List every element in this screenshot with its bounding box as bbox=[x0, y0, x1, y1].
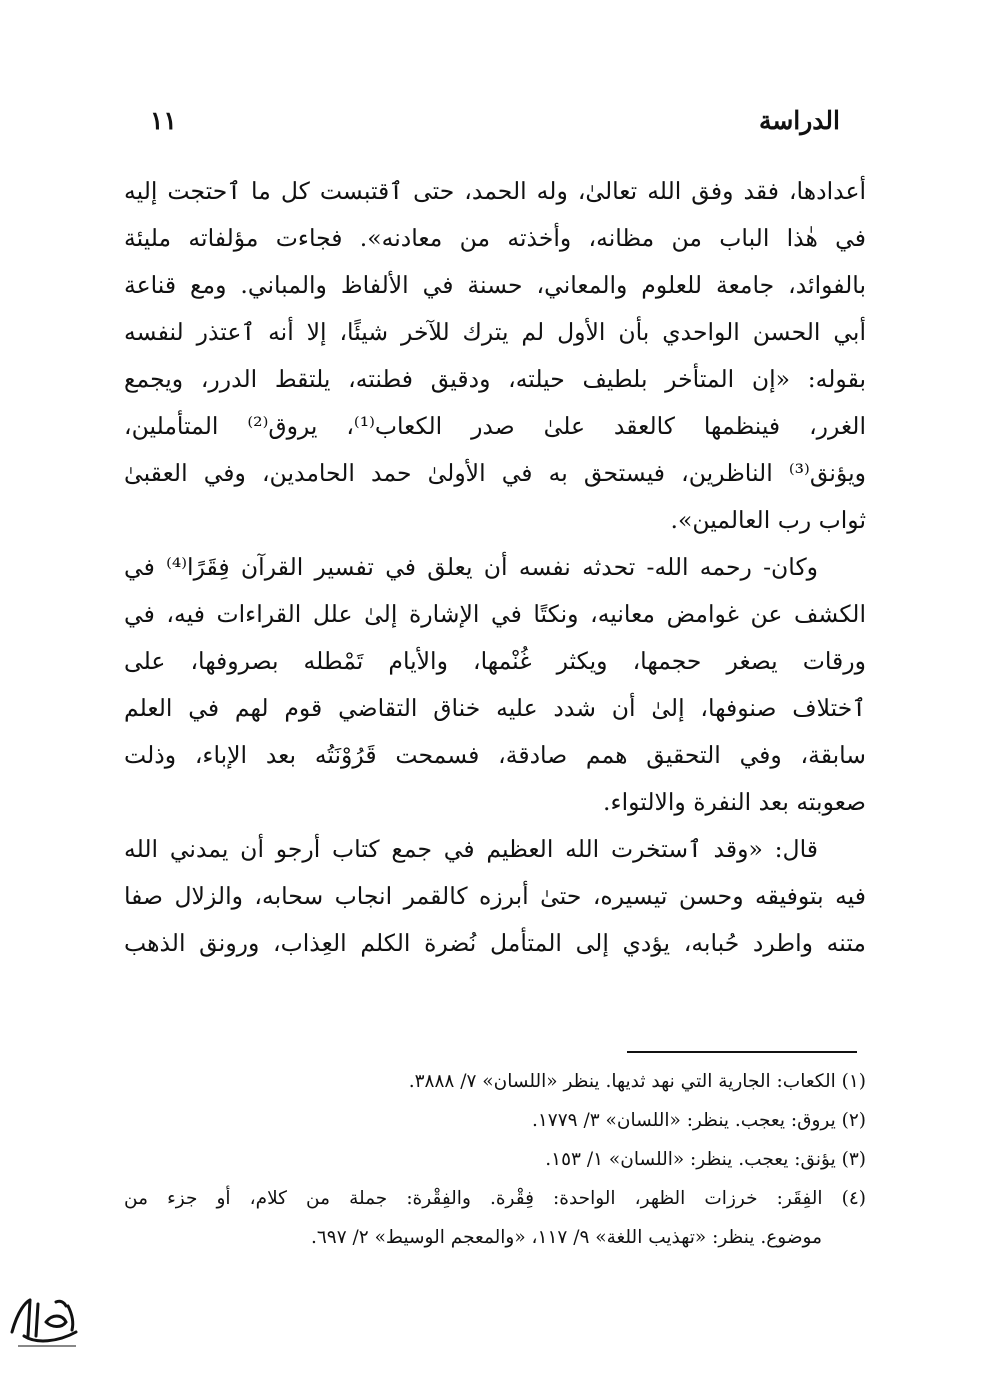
footnotes bbox=[124, 1062, 866, 1257]
footnote-4-continued: موضوع. ينظر: «تهذيب اللغة» ٩/ ١١٧، «والمعجم الوسيط» ٢/ ٦٩٧. bbox=[310, 1227, 822, 1248]
body-text bbox=[124, 168, 866, 967]
text-line: صعوبته بعد النفرة والالتواء. bbox=[603, 788, 866, 816]
page-number: ١١ bbox=[150, 105, 177, 135]
text-line: الكشف عن غوامض معانيه، ونكتًا في الإشارة إلىٰ علل القراءات فيه، في bbox=[124, 600, 866, 628]
text-line: متنه واطرد حُبابه، يؤدي إلى المتأمل نُضرة الكلم العِذاب، ورونق الذهب bbox=[124, 929, 866, 957]
text-line: الغرر، فينظمها كالعقد علىٰ صدر الكعاب⁽¹⁾، يروق⁽²⁾ المتأملين، bbox=[124, 412, 866, 440]
text-line: ٱختلاف صنوفها، إلىٰ أن شدد عليه خناق التقاضي قوم لهم في العلم bbox=[124, 694, 866, 722]
footnote-2: (٢) يروق: يعجب. ينظر: «اللسان» ٣/ ١٧٧٩. bbox=[531, 1110, 866, 1131]
footnote-3: (٣) يؤنق: يعجب. ينظر: «اللسان» ١/ ١٥٣. bbox=[545, 1149, 866, 1170]
text-line: فيه بتوفيقه وحسن تيسيره، حتىٰ أبرزه كالقمر انجاب سحابه، والزلال صفا bbox=[124, 882, 866, 910]
footnote-4: (٤) الفِقَر: خرزات الظهر، الواحدة: فِقْرة. والفِقْرة: جملة من كلام، أو جزء من bbox=[124, 1188, 866, 1209]
footnote-separator bbox=[627, 1051, 857, 1053]
text-line: وكان- رحمه الله- تحدثه نفسه أن يعلق في تفسير القرآن فِقَرًا⁽⁴⁾ في bbox=[124, 553, 819, 581]
running-title: الدراسة bbox=[758, 105, 840, 135]
text-line: بالفوائد، جامعة للعلوم والمعاني، حسنة في الألفاظ والمباني. ومع قناعة bbox=[124, 271, 866, 299]
page-header bbox=[150, 98, 840, 142]
publisher-calligraphy-logo-icon bbox=[6, 1292, 84, 1354]
footnote-1: (١) الكعاب: الجارية التي نهد ثديها. ينظر «اللسان» ٧/ ٣٨٨٨. bbox=[408, 1071, 866, 1092]
text-line: في هٰذا الباب من مظانه، وأخذته من معادنه». فجاءت مؤلفاته مليئة bbox=[124, 224, 866, 252]
text-line: سابقة، وفي التحقيق همم صادقة، فسمحت قَرُوْنَتُه بعد الإباء، وذلت bbox=[124, 741, 866, 769]
text-line: ويؤنق⁽³⁾ الناظرين، فيستحق به في الأولىٰ حمد الحامدين، وفي العقبىٰ bbox=[124, 459, 866, 487]
text-line: ورقات يصغر حجمها، ويكثر غُنْمها، والأيام تَمْطله بصروفها، على bbox=[124, 647, 866, 675]
text-line: أعدادها، فقد وفق الله تعالىٰ، وله الحمد، حتى ٱقتبست كل ما ٱحتجت إليه bbox=[124, 177, 866, 205]
text-line: قال: «وقد ٱستخرت الله العظيم في جمع كتاب أرجو أن يمدني الله bbox=[124, 835, 818, 863]
text-line: أبي الحسن الواحدي بأن الأول لم يترك للآخر شيئًا، إلا أنه ٱعتذر لنفسه bbox=[124, 318, 866, 346]
text-line: بقوله: «إن المتأخر بلطيف حيلته، ودقيق فطنته، يلتقط الدرر، ويجمع bbox=[124, 365, 866, 393]
text-line: ثواب رب العالمين». bbox=[670, 506, 866, 534]
